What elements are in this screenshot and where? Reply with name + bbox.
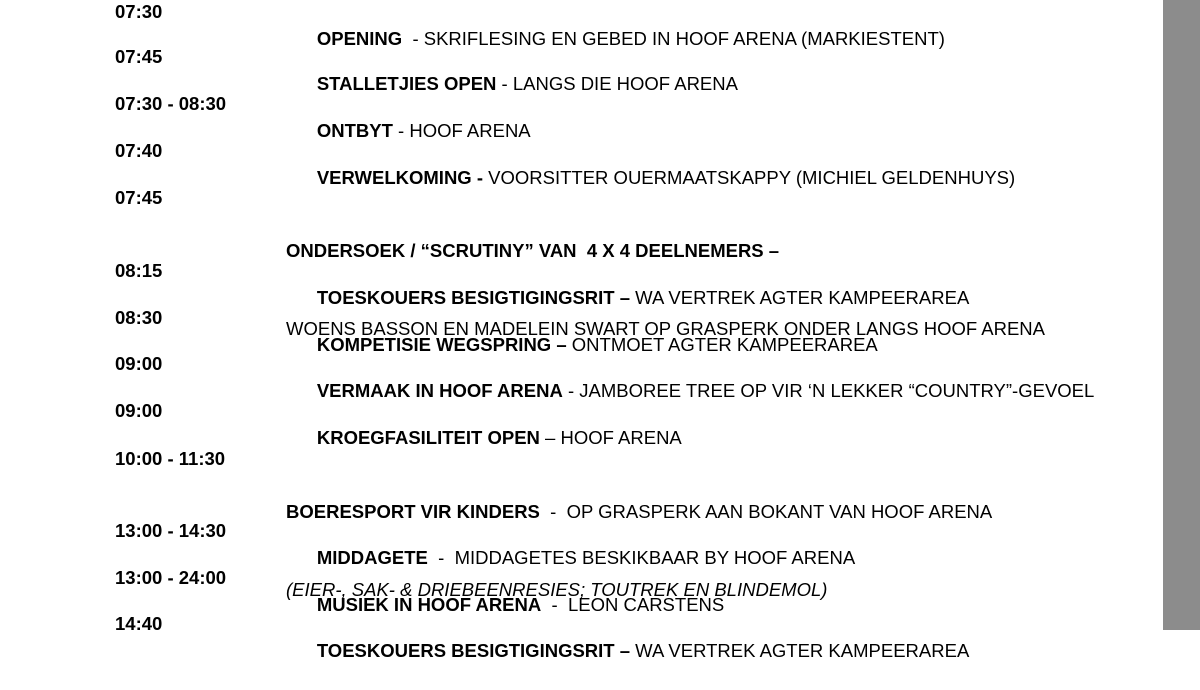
schedule-time: 07:30 [115,1,163,22]
schedule-detail: - MIDDAGETES BESKIKBAAR BY HOOF ARENA [427,547,856,568]
schedule-time: 09:00 [115,400,163,421]
schedule-time: 08:15 [115,260,163,281]
schedule-time: 07:45 [115,46,163,67]
schedule-time: 14:40 [115,613,163,634]
schedule-detail: WA VERTREK AGTER KAMPEERAREA [630,287,970,308]
schedule-time: 07:45 [115,187,163,208]
schedule-entry [286,612,969,690]
schedule-time: 13:00 - 14:30 [115,520,227,541]
schedule-title: TOESKOUERS BESIGTIGINGSRIT – [316,287,631,308]
schedule-time: 10:00 - 11:30 [115,448,226,469]
schedule-time: 13:00 - 24:00 [115,567,227,588]
schedule-title: MIDDAGETE [316,547,428,568]
schedule-time: 08:30 [115,307,163,328]
schedule-detail: WA VERTREK AGTER KAMPEERAREA [630,640,970,661]
schedule-title: STALLETJIES OPEN [316,73,497,94]
schedule-detail: - JAMBOREE TREE OP VIR ‘N LEKKER “COUNTRY”-GEVOEL [562,380,1095,401]
schedule-detail: - OP GRASPERK AAN BOKANT VAN HOOF ARENA [539,501,993,522]
schedule-detail: – HOOF ARENA [539,427,682,448]
schedule-time: 09:00 [115,353,163,374]
schedule-time: 07:40 [115,140,163,161]
schedule-detail: ONTMOET AGTER KAMPEERAREA [566,334,878,355]
schedule-title: ONTBYT [316,120,393,141]
schedule-title: BOERESPORT VIR KINDERS [286,501,540,522]
schedule-title: VERMAAK IN HOOF ARENA [316,380,563,401]
schedule-detail: - SKRIFLESING EN GEBED IN HOOF ARENA (MARKIESTENT) [402,28,945,49]
schedule-time: 07:30 - 08:30 [115,93,227,114]
schedule-detail: - LEON CARSTENS [541,594,725,615]
schedule-title: KOMPETISIE WEGSPRING – [316,334,567,355]
schedule-title: TOESKOUERS BESIGTIGINGSRIT – [316,640,631,661]
schedule-title: MUSIEK IN HOOF ARENA [316,594,542,615]
schedule-title: KROEGFASILITEIT OPEN [316,427,540,448]
scrollbar[interactable] [1163,0,1200,630]
schedule-detail-line: (EIER-, SAK- & DRIEBEENRESIES; TOUTREK EN BLINDEMOL) [286,579,828,600]
schedule-detail: - LANGS DIE HOOF ARENA [496,73,738,94]
schedule-title: OPENING [316,28,403,49]
schedule-title: VERWELKOMING - [316,167,484,188]
schedule-detail-line: WOENS BASSON EN MADELEIN SWART OP GRASPERK ONDER LANGS HOOF ARENA [286,318,1046,339]
schedule-detail: VOORSITTER OUERMAATSKAPPY (MICHIEL GELDENHUYS) [483,167,1016,188]
schedule-detail: - HOOF ARENA [392,120,531,141]
schedule-title: ONDERSOEK / “SCRUTINY” VAN 4 X 4 DEELNEMERS – [286,240,780,261]
